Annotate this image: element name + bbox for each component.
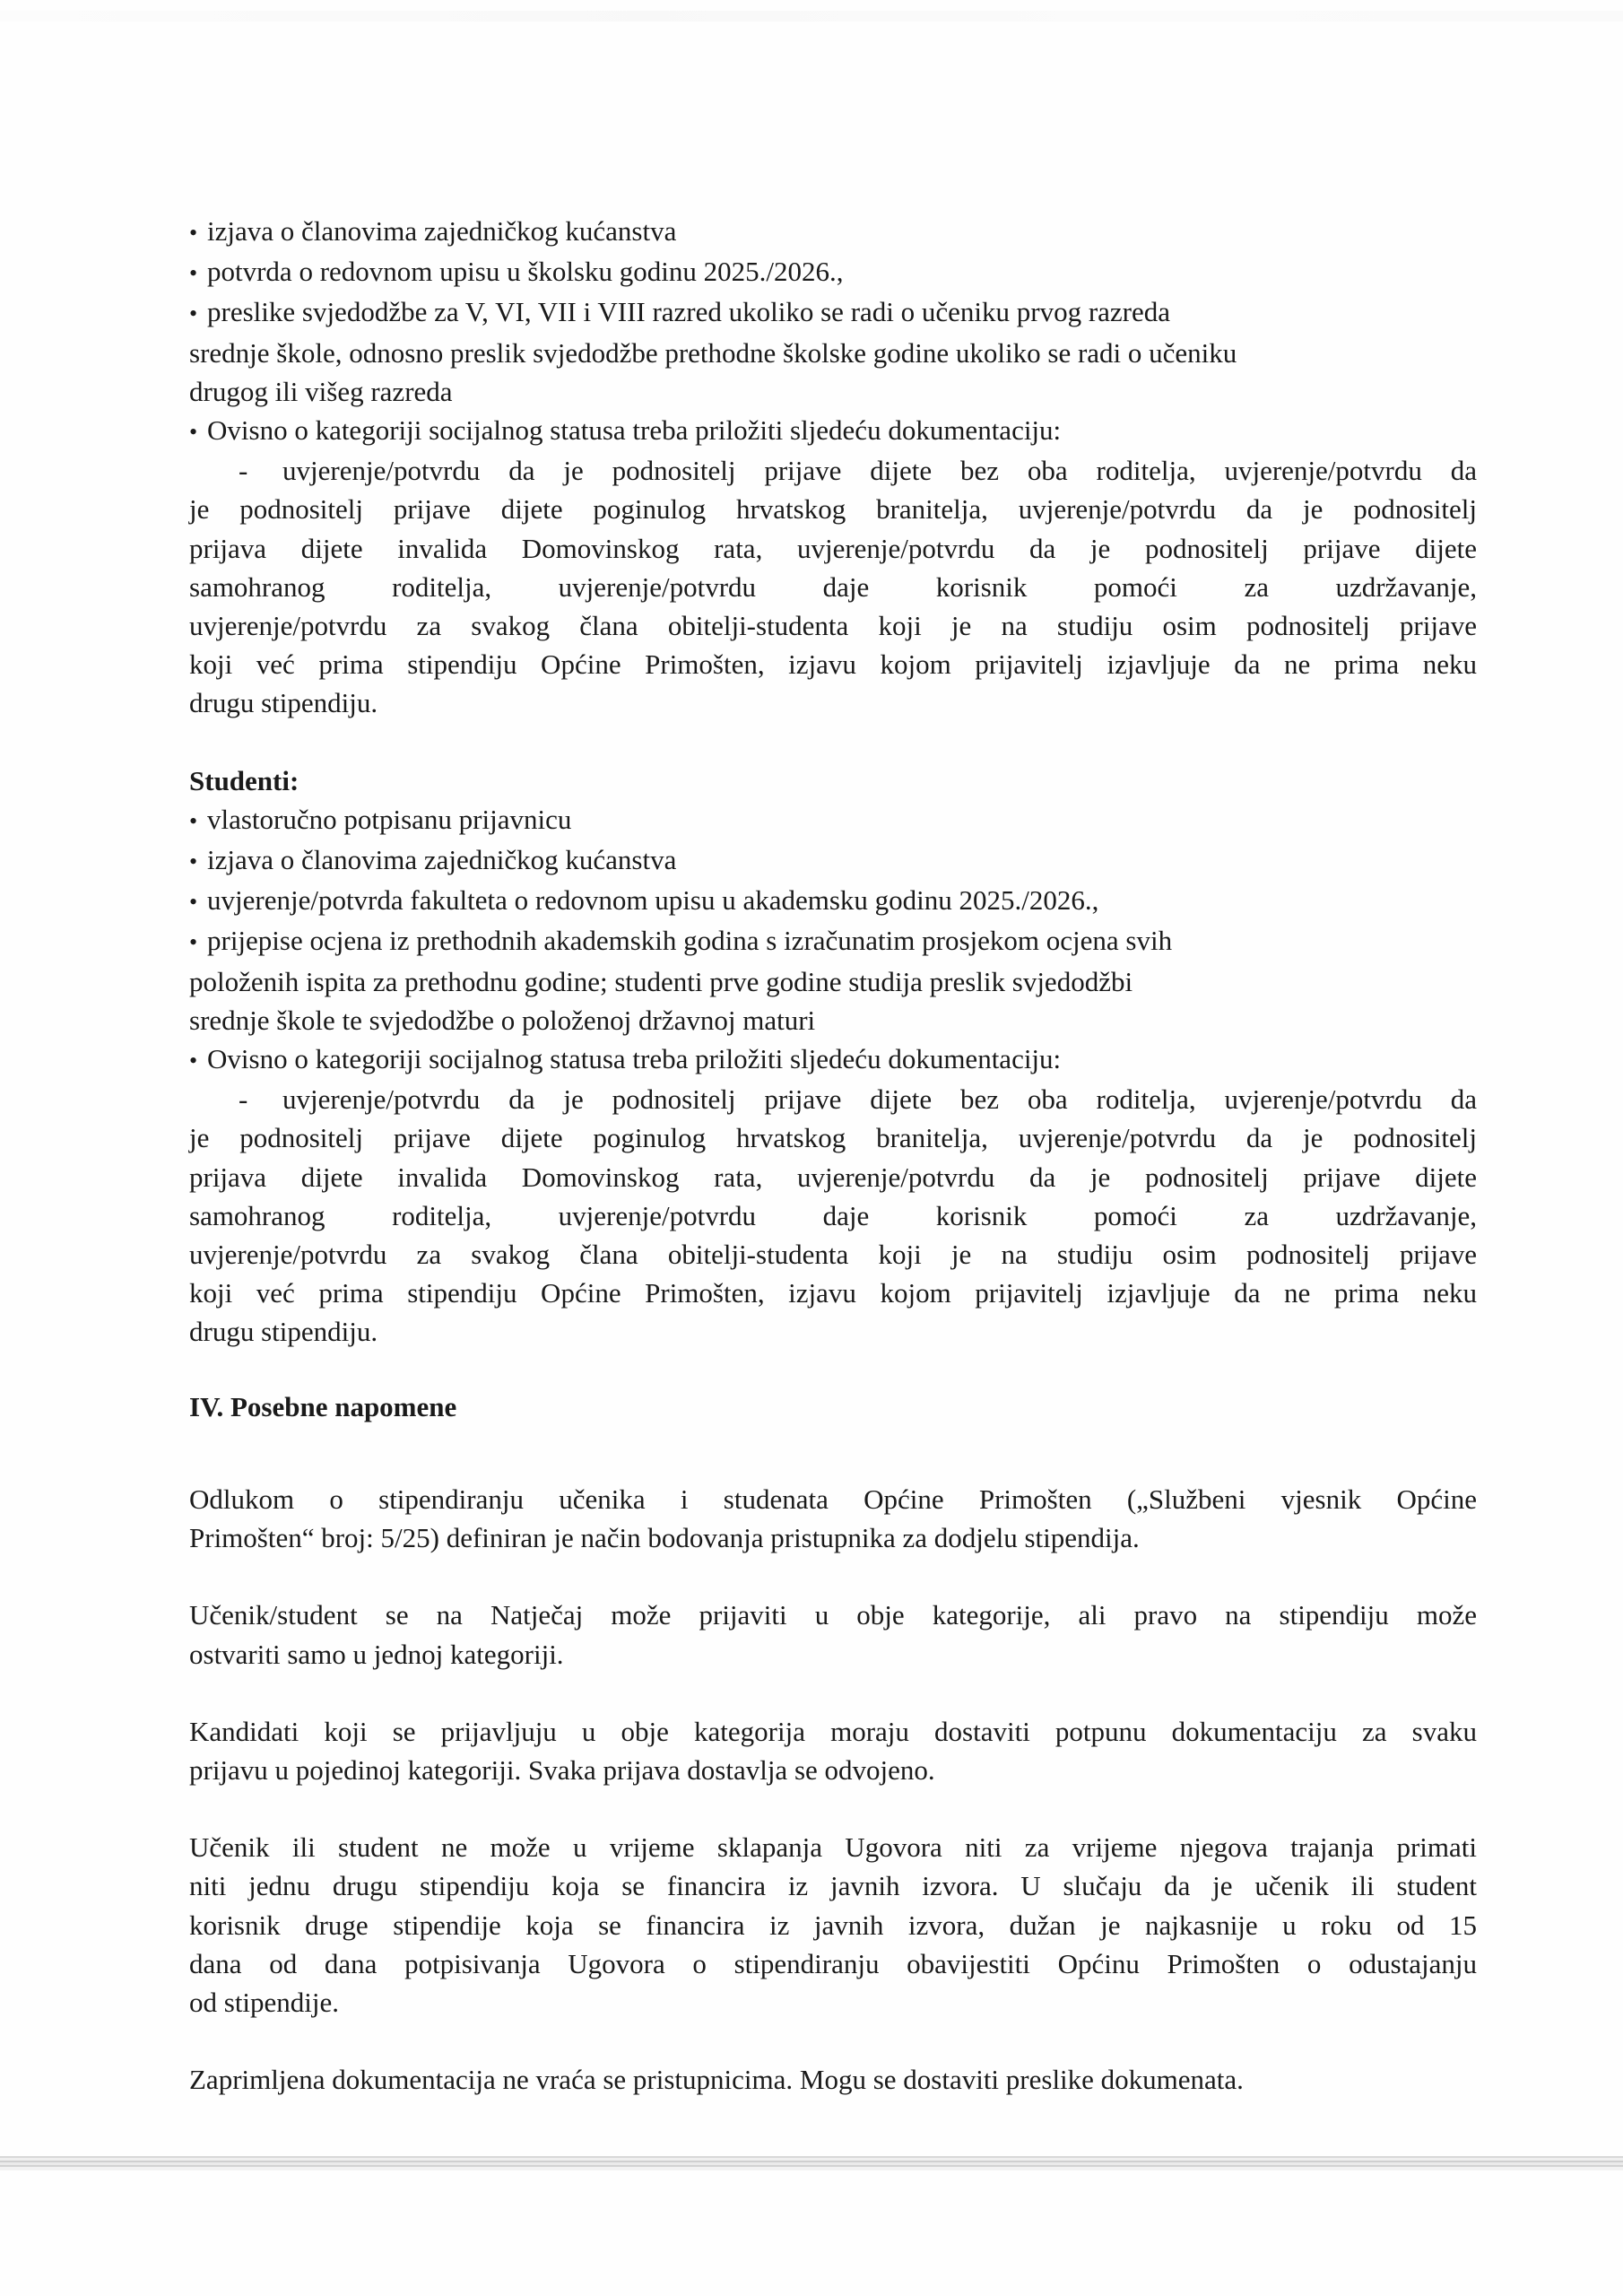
list-item-continuation: srednje škole, odnosno preslik svjedodžbe prethodne školske godine ukoliko se radi o učeniku (189, 336, 1237, 369)
list-item: • izjava o članovima zajedničkog kućanstva (189, 840, 1477, 881)
list-item-continuation: položenih ispita za prethodnu godine; studenti prve godine studija preslik svjedodžbi (189, 965, 1133, 997)
scan-artifact-top (0, 11, 1623, 22)
list-item: • Ovisno o kategoriji socijalnog statusa treba priložiti sljedeću dokumentaciju: (189, 1039, 1477, 1080)
spacer (189, 1674, 1477, 1712)
studenti-section (189, 761, 1477, 1352)
spacer (189, 1426, 1477, 1480)
dash-item: - uvjerenje/potvrdu da je podnositelj prijave dijete bez oba roditelja, uvjerenje/potvrdu da (189, 1080, 1477, 1118)
dash-item-continuation: drugu stipendiju. (189, 687, 378, 719)
paragraph-dokumentacija: Kandidati koji se prijavljuju u obje kategorija moraju dostaviti potpunu dokumentaciju za svaku prijavu u pojedinoj kategoriji. Svaka prijava dostavlja se odvojeno. (189, 1715, 1477, 1786)
dash-item-continuation: uvjerenje/potvrdu za svakog člana obitelji-studenta koji je na studiju osim podnositelj prijave (189, 610, 1477, 642)
list-item: • uvjerenje/potvrda fakulteta o redovnom upisu u akademsku godinu 2025./2026., (189, 881, 1477, 921)
dash-marker: - (239, 455, 248, 487)
spacer (189, 1557, 1477, 1596)
dash-item-continuation: je podnositelj prijave dijete poginulog hrvatskog branitelja, uvjerenje/potvrdu da je podnositelj (189, 1122, 1477, 1154)
list-item: • vlastoručno potpisanu prijavnicu (189, 800, 1477, 840)
dash-marker: - (239, 1083, 248, 1116)
dash-item-continuation: prijava dijete invalida Domovinskog rata, uvjerenje/potvrdu da je podnositelj prijave dijete (189, 1161, 1477, 1193)
list-item: • izjava o članovima zajedničkog kućanstva (189, 212, 1477, 252)
spacer (189, 1352, 1477, 1387)
list-item: • Ovisno o kategoriji socijalnog statusa treba priložiti sljedeću dokumentaciju: (189, 411, 1477, 451)
spacer (189, 2022, 1477, 2060)
list-item: • preslike svjedodžbe za V, VI, VII i VIII razred ukoliko se radi o učeniku prvog razreda (189, 292, 1477, 333)
paragraph-kategorije: Učenik/student se na Natječaj može prijaviti u obje kategorije, ali pravo na stipendiju može ostvariti samo u jednoj kategoriji. (189, 1599, 1477, 1670)
list-item-continuation: drugog ili višeg razreda (189, 375, 453, 407)
dash-item-continuation: uvjerenje/potvrdu za svakog člana obitelji-studenta koji je na studiju osim podnositelj prijave (189, 1239, 1477, 1271)
paragraph-odluka: Odlukom o stipendiranju učenika i studenata Općine Primošten („Službeni vjesnik Općine Primošten“ broj: 5/25) definiran je način bodovanja pristupnika za dodjelu stipendija. (189, 1483, 1477, 1554)
dash-item-continuation: drugu stipendiju. (189, 1316, 378, 1348)
dash-item-continuation: samohranog roditelja, uvjerenje/potvrdu daje korisnik pomoći za uzdržavanje, (189, 1199, 1477, 1231)
section-heading-napomene: IV. Posebne napomene (189, 1390, 457, 1422)
list-item: • potvrda o redovnom upisu u školsku godinu 2025./2026., (189, 252, 1477, 292)
dash-item-continuation: prijava dijete invalida Domovinskog rata, uvjerenje/potvrdu da je podnositelj prijave dijete (189, 532, 1477, 564)
dash-item-continuation: samohranog roditelja, uvjerenje/potvrdu daje korisnik pomoći za uzdržavanje, (189, 570, 1477, 603)
scan-edge-divider (0, 2156, 1623, 2170)
dash-item-continuation: koji već prima stipendiju Općine Primošten, izjavu kojom prijavitelj izjavljuje da ne prima neku (189, 1277, 1477, 1309)
napomene-section (189, 1387, 1477, 2100)
paragraph-druga-stipendija: Učenik ili student ne može u vrijeme sklapanja Ugovora niti za vrijeme njegova trajanja primati niti jednu drugu stipendiju koja se financira iz javnih izvora. U slučaju da je učenik ili student korisnik druge stipendije koja se financira iz javnih izvora, dužan je najkasnije u roku od 15 dana od dana potpisivanja Ugovora o stipendiranju obavijestiti Općinu Primošten o odustajanju od stipendije. (189, 1831, 1477, 2018)
section-heading-studenti: Studenti: (189, 764, 299, 796)
spacer (189, 1789, 1477, 1828)
list-item: • prijepise ocjena iz prethodnih akademskih godina s izračunatim prosjekom ocjena svih (189, 921, 1477, 961)
dash-item-continuation: koji već prima stipendiju Općine Primošten, izjavu kojom prijavitelj izjavljuje da ne prima neku (189, 648, 1477, 681)
dash-item-continuation: je podnositelj prijave dijete poginulog hrvatskog branitelja, uvjerenje/potvrdu da je podnositelj (189, 493, 1477, 526)
ucenici-requirements-list (189, 212, 1477, 723)
spacer (189, 723, 1477, 761)
dash-item: - uvjerenje/potvrdu da je podnositelj prijave dijete bez oba roditelja, uvjerenje/potvrdu da (189, 451, 1477, 490)
list-item-continuation: srednje škole te svjedodžbe o položenoj državnoj maturi (189, 1004, 816, 1036)
paragraph-zaprimljena: Zaprimljena dokumentacija ne vraća se pristupnicima. Mogu se dostaviti preslike dokumenata. (189, 2064, 1244, 2096)
document-body (189, 212, 1477, 2099)
